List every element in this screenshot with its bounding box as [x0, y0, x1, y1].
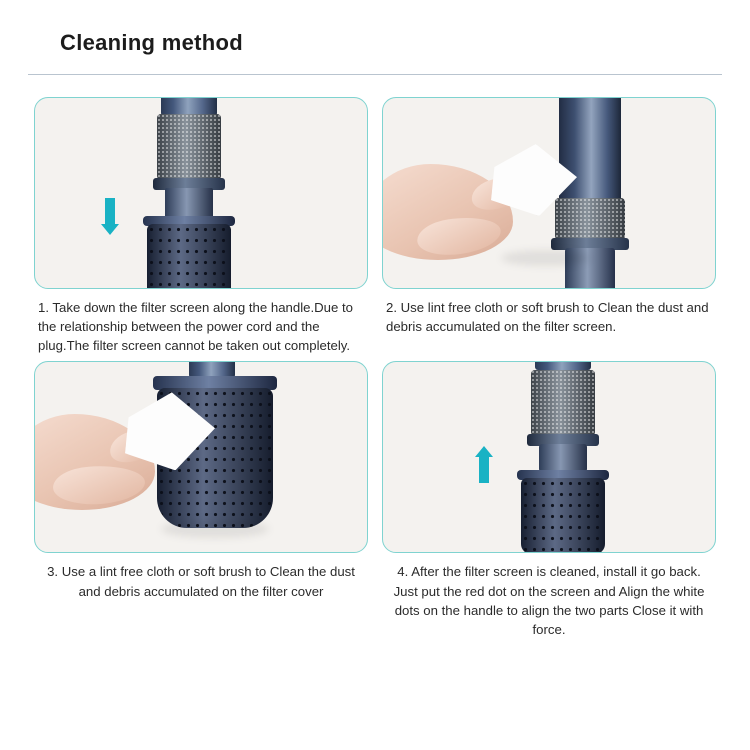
step-1-figure	[34, 97, 368, 289]
step-3-caption: 3. Use a lint free cloth or soft brush to Clean the dust and debris accumulated on the filter cover	[47, 564, 355, 599]
threaded-neck-icon	[165, 188, 213, 218]
step-1-cell	[34, 97, 368, 355]
filter-screen-icon	[157, 114, 221, 180]
filter-screen-icon	[531, 370, 595, 436]
header-divider	[28, 74, 722, 75]
shadow	[501, 250, 591, 266]
step-3-figure	[34, 361, 368, 553]
up-arrow-icon	[475, 446, 493, 483]
page-header	[0, 0, 750, 56]
page-title: Cleaning method	[60, 30, 243, 55]
step-4-cell	[382, 361, 716, 639]
step-1-caption: 1. Take down the filter screen along the handle.Due to the relationship between the power cord and the plug.The filter screen cannot be taken out completely.	[38, 300, 353, 354]
down-arrow-icon	[101, 198, 119, 235]
handle-tube-icon	[559, 97, 621, 204]
filter-cover-icon	[521, 478, 605, 553]
steps-grid	[34, 97, 716, 639]
filter-screen-icon	[555, 198, 625, 240]
step-2-cell	[382, 97, 716, 355]
step-2-caption: 2. Use lint free cloth or soft brush to Clean the dust and debris accumulated on the filter screen.	[386, 300, 709, 335]
step-4-figure	[382, 361, 716, 553]
filter-cover-icon	[147, 224, 231, 289]
step-3-cell	[34, 361, 368, 639]
step-4-caption: 4. After the filter screen is cleaned, install it go back. Just put the red dot on the screen and Align the white dots on the handle to align the two parts Close it with force.	[393, 564, 705, 637]
handle-tube-icon	[535, 361, 591, 370]
step-2-figure	[382, 97, 716, 289]
threaded-neck-icon	[539, 444, 587, 472]
shadow	[161, 520, 269, 538]
